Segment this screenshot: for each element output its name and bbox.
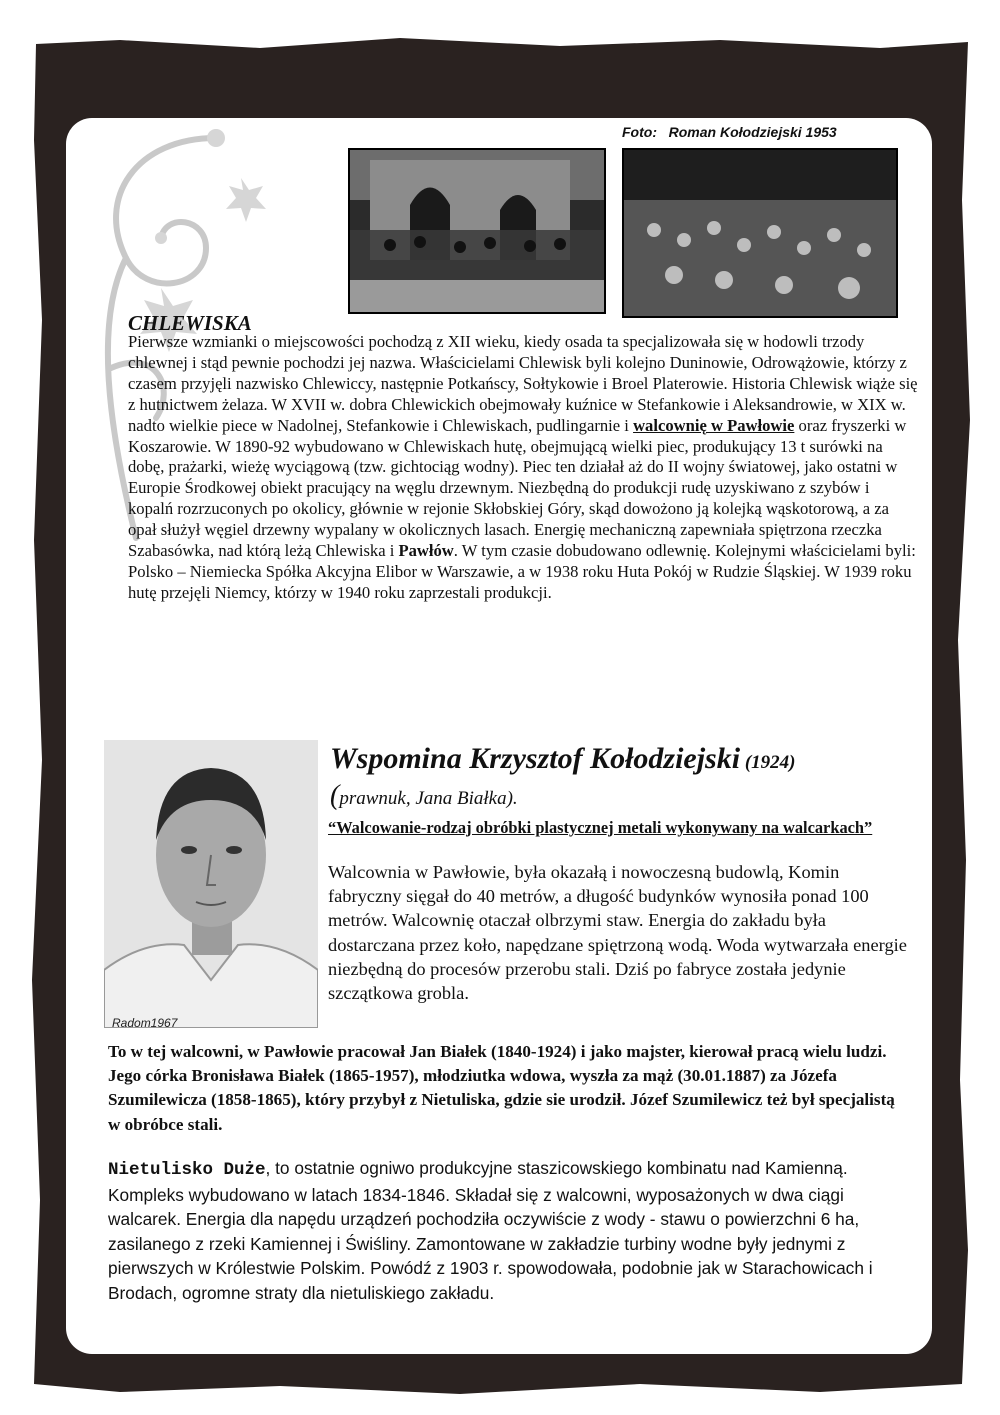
chlewiska-text-part1: Pierwsze wzmianki o miejscowości pochodzą z XII wieku, kiedy osada ta specjalizowała się w hodowli trzody chlewnej i stąd pewnie pochodzi jej nazwa. Właścicielami Chlewisk byli kolejno Duninowie, Odrowążowie, którzy z czasem przyjęli nazwisko Chlewiccy, następnie Potkańscy, Sołtykowie i Broel Platerowie. Historia Chlewisk wiąże się z hutnictwem żelaza. W XVII w. dobra Chlewickich obejmowały kuźnice w Stefankowie i Aleksandrowie, w XIX w. nadto wielkie piece w Nadolnej, Stefankowie i Chlewiskach, pudlingarnie i bbox=[128, 332, 918, 435]
portrait-photo bbox=[104, 740, 318, 1028]
memoir-text: Walcownia w Pawłowie, była okazałą i nowoczesną budowlą, Komin fabryczny sięgał do 40 metrów, a długość budynków wynosiła ponad 100 metrów. Walcownię otaczał olbrzymi staw. Energia do zakładu była dostarczana przez koło, napędzane spiętrzoną wodą. Woda wytwarzała energie niezbędną do procesów przerobu stali. Dziś po fabryce została jedynie szczątkowa grobla. bbox=[328, 862, 907, 1004]
pawlow-bold: Pawłów bbox=[398, 541, 454, 561]
nietulisko-text: , to ostatnie ogniwo produkcyjne staszicowskiego kombinatu nad Kamienną. Kompleks wybudowano w latach 1834-1846. Składał się z walcowni, wyposażonych w dwa ciągi walcarek. Energia dla napędu urządzeń pochodziła oczywiście z wody - stawu o powierzchni 6 ha, zasilanego z rzeki Kamiennej i Świśliny. Zamontowane w zakładzie turbiny wodne były jednymi z pierwszych w Królestwie Polskim. Powódź z 1903 r. spowodowała, podobnie jak w Starachowicach i Brodach, ogromne straty dla nietuliskiego zakładu. bbox=[108, 1158, 873, 1303]
memoir-year-open: ( bbox=[740, 752, 752, 773]
portrait-caption: Radom1967 bbox=[112, 1016, 178, 1030]
chlewiska-text-part3: . W tym czasie dobudowano odlewnię. Kolejnymi właścicielami byli: Polsko – Niemiecka Spółka Akcyjna Elibor w Warszawie, a w 1938 roku Huta Pokój w Rudzie Śląskiej. W 1939 roku hutę przejęli Niemcy, którzy w 1940 roku zaprzestali produkcji. bbox=[128, 541, 916, 602]
walcowanie-definition: “Walcowanie-rodzaj obróbki plastycznej metali wykonywany na walcarkach” bbox=[328, 818, 873, 837]
memoir-year-value: 1924 bbox=[751, 752, 790, 773]
memoir-title bbox=[330, 742, 795, 776]
jan-bialek-paragraph: To w tej walcowni, w Pawłowie pracował Jan Białek (1840-1924) i jako majster, kierował pracą wielu ludzi. Jego córka Bronisława Białek (1865-1957), młodziutka wdowa, wyszła za mąż (30.01.1887) za Józefa Szumilewicza (1858-1865), który przybył z Nietuliska, gdzie sie urodził. Józef Szumilewicz też był specjalistą w obróbce stali. bbox=[108, 1042, 895, 1134]
memoir-subtitle-open: ( bbox=[330, 780, 340, 811]
memoir-year bbox=[740, 752, 795, 773]
memoir-subtitle-text: prawnuk, Jana Białka). bbox=[339, 788, 518, 809]
photo-credit: Foto: Roman Kołodziejski 1953 bbox=[622, 124, 837, 140]
memoir-year-close: ) bbox=[789, 752, 796, 773]
memoir-subtitle bbox=[330, 780, 518, 812]
walcownia-link[interactable]: walcownię w Pawłowie bbox=[633, 415, 795, 435]
nietulisko-name: Nietulisko Duże bbox=[108, 1160, 266, 1180]
church-crowd-photo bbox=[348, 148, 606, 314]
nietulisko-paragraph bbox=[108, 1156, 908, 1305]
section-title-chlewiska: CHLEWISKA bbox=[128, 311, 252, 335]
memoir-title-text: Wspomina Krzysztof Kołodziejski bbox=[330, 742, 741, 775]
chlewiska-text-part2: oraz fryszerki w Koszarowie. W 1890-92 wybudowano w Chlewiskach hutę, obejmującą wielki piec, produkujący 13 t surówki na dobę, prażarki, wieżę wyciągową (tzw. gichtociąg wodny). Piec ten działał aż do II wojny światowej, jako ostatni w Europie Środkowej obiekt pracujący na węglu drzewnym. Niezbędną do produkcji rudę uzyskiwano z szybów i kopalń rozrzuconych po okolicy, głównie w rejonie Skłobskiej Góry, skąd dowożono ją kolejką wąskotorową, a za opał służył węgiel drzewny wypalany w okolicznych lasach. Energię mechaniczną zapewniała spiętrzona rzeczka Szabasówka, nad którą leżą Chlewiska i bbox=[128, 415, 907, 561]
content-panel bbox=[66, 118, 932, 1354]
crowd-gathering-photo bbox=[622, 148, 898, 318]
chlewiska-history-text bbox=[128, 332, 918, 604]
